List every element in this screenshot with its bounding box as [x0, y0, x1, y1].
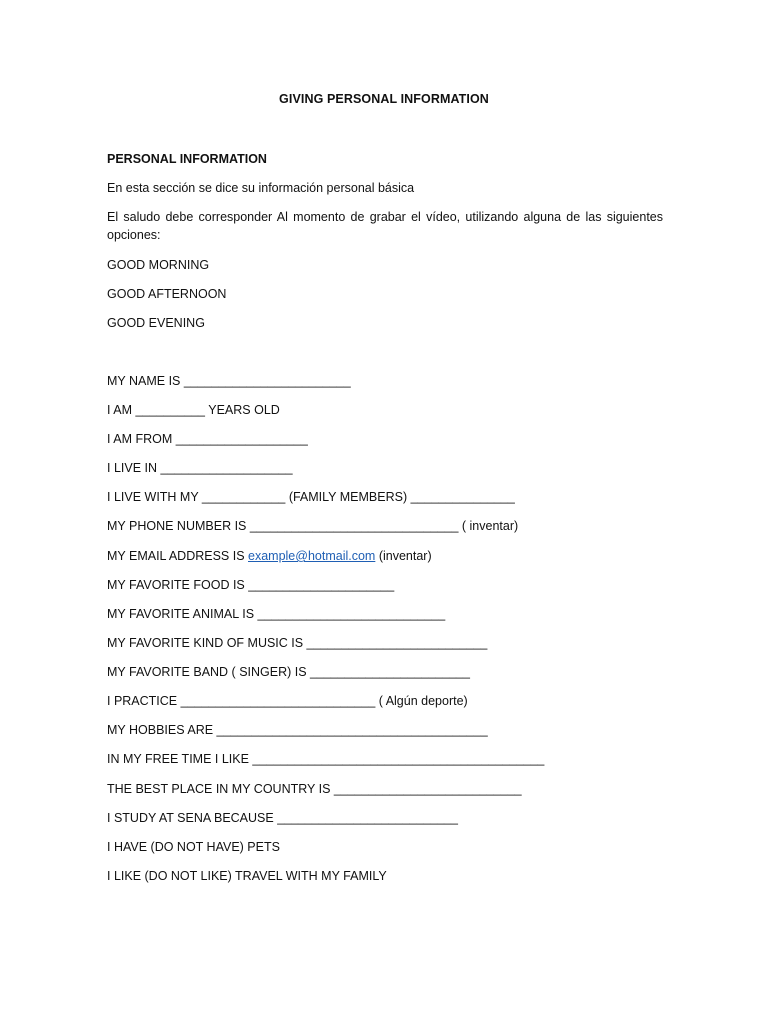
- form-line-pets: I HAVE (DO NOT HAVE) PETS: [107, 840, 280, 854]
- form-line-music: MY FAVORITE KIND OF MUSIC IS __________________________: [107, 636, 488, 650]
- greeting-option-afternoon: GOOD AFTERNOON: [107, 287, 227, 301]
- form-line-travel: I LIKE (DO NOT LIKE) TRAVEL WITH MY FAMILY: [107, 869, 387, 883]
- form-line-live-with: I LIVE WITH MY ____________ (FAMILY MEMBERS) _______________: [107, 490, 515, 504]
- form-line-live-in: I LIVE IN ___________________: [107, 461, 293, 475]
- email-link[interactable]: example@hotmail.com: [248, 549, 376, 563]
- email-label: MY EMAIL ADDRESS IS: [107, 549, 249, 563]
- form-line-email: [107, 547, 663, 565]
- greeting-option-evening: GOOD EVENING: [107, 316, 205, 330]
- form-line-phone: MY PHONE NUMBER IS ______________________________ ( inventar): [107, 519, 519, 533]
- form-line-name: MY NAME IS ________________________: [107, 374, 351, 388]
- form-line-band: MY FAVORITE BAND ( SINGER) IS _______________________: [107, 665, 470, 679]
- document-title: GIVING PERSONAL INFORMATION: [279, 92, 489, 106]
- form-line-study: I STUDY AT SENA BECAUSE __________________________: [107, 811, 458, 825]
- form-line-best-place: THE BEST PLACE IN MY COUNTRY IS ___________________________: [107, 782, 522, 796]
- form-line-age: I AM __________ YEARS OLD: [107, 403, 280, 417]
- form-line-food: MY FAVORITE FOOD IS _____________________: [107, 578, 395, 592]
- form-line-practice: I PRACTICE ____________________________ ( Algún deporte): [107, 694, 468, 708]
- form-line-hobbies: MY HOBBIES ARE _______________________________________: [107, 723, 488, 737]
- greeting-instructions: El saludo debe corresponder Al momento de grabar el vídeo, utilizando alguna de las siguientes opciones:: [107, 210, 663, 242]
- greeting-option-morning: GOOD MORNING: [107, 258, 210, 272]
- form-line-free-time: IN MY FREE TIME I LIKE __________________________________________: [107, 752, 545, 766]
- section-heading: PERSONAL INFORMATION: [107, 152, 267, 166]
- form-line-animal: MY FAVORITE ANIMAL IS ___________________________: [107, 607, 446, 621]
- intro-text: En esta sección se dice su información personal básica: [107, 181, 415, 195]
- form-line-from: I AM FROM ___________________: [107, 432, 308, 446]
- email-note: (inventar): [375, 549, 432, 563]
